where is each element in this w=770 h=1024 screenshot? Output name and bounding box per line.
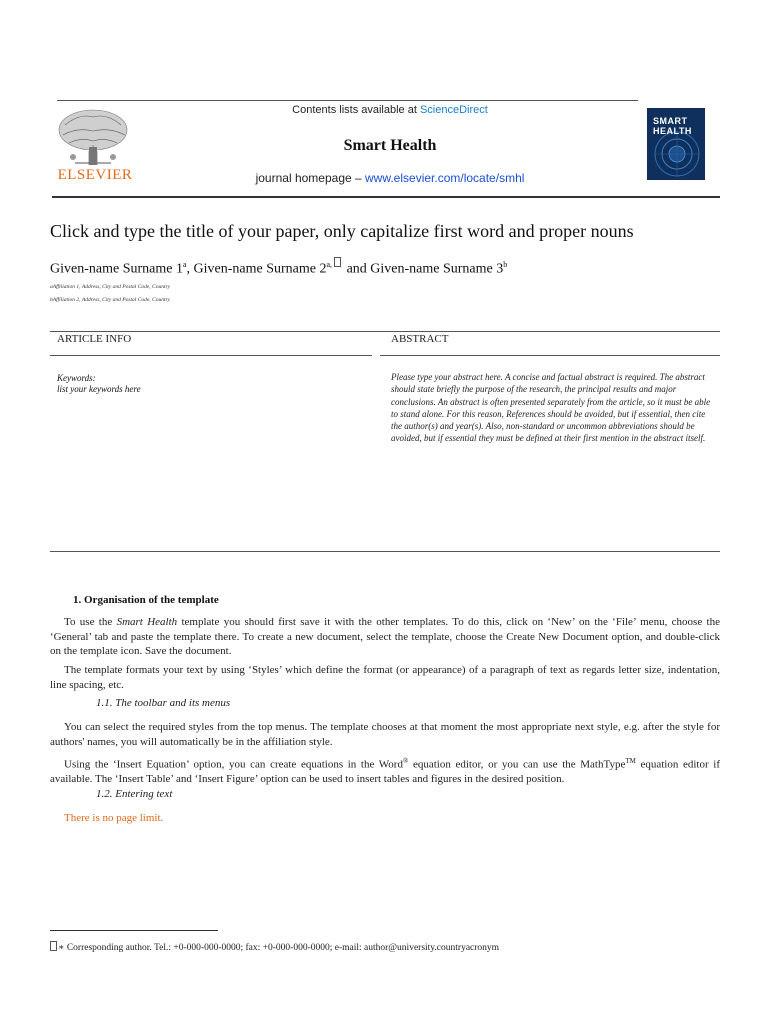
contents-line xyxy=(145,104,635,116)
author-list xyxy=(50,257,740,278)
journal-name-italic: Smart Health xyxy=(116,616,178,628)
paragraph-4-start: Using the ‘Insert Equation’ option, you can create equations in the Word xyxy=(64,758,403,771)
homepage-prefix: journal homepage – xyxy=(255,171,366,185)
header-top-rule xyxy=(57,100,638,101)
author-3[interactable]: and Given-name Surname 3 xyxy=(343,261,504,277)
cover-title-smart: SMART xyxy=(653,116,688,126)
abstract-text[interactable]: Please type your abstract here. A concise and factual abstract is required. The abstract should state briefly the purpose of the research, the principal results and major conclusions. An abstract is often presented separately from the article, so it must be able to stand alone. For this reason, References should be avoided, but if essential, then cite the author(s) and year(s). Also, non-standard or uncommon abbreviations should be avoided, but if essential they must be defined at their first mention in the abstract itself. xyxy=(391,372,711,444)
corresponding-author-icon xyxy=(334,257,341,267)
author-2-affil: a, xyxy=(326,260,335,269)
section-1-heading: 1. Organisation of the template xyxy=(73,594,219,606)
subsection-1-2-heading: 1.2. Entering text xyxy=(96,788,173,800)
corresponding-author-footnote[interactable]: ∗ Corresponding author. Tel.: +0-000-000-0000; fax: +0-000-000-0000; e-mail: author@university.countryacronym xyxy=(58,943,500,953)
info-right-divider xyxy=(380,355,720,356)
cover-title-health: HEALTH xyxy=(653,126,692,136)
paragraph-2[interactable]: The template formats your text by using ‘Styles’ which define the format (or appearance) of a paragraph of text as regards letter size, indentation, line spacing, etc. xyxy=(50,664,720,691)
paragraph-4[interactable] xyxy=(50,754,720,787)
paragraph-1-start: To use the xyxy=(64,616,117,628)
keywords-label: Keywords: xyxy=(57,373,96,383)
paper-title[interactable]: Click and type the title of your paper, only capitalize first word and proper nouns xyxy=(50,221,634,241)
info-top-rule xyxy=(50,331,720,332)
footnote-marker-icon xyxy=(50,941,57,951)
homepage-link[interactable]: www.elsevier.com/locate/smhl xyxy=(365,171,525,185)
author-1[interactable]: Given-name Surname 1 xyxy=(50,261,183,277)
header-bottom-rule xyxy=(52,196,720,198)
paragraph-1-rest: template you should first save it with the other templates. To do this, click on ‘New’ on the ‘File’ menu, choose the ‘General’ tab and paste the template there. To create a new document, select the template, choose the Create New Document option, and double-click on the template icon. Save the document. xyxy=(50,616,720,657)
author-1-affil: a xyxy=(182,260,187,269)
paragraph-3[interactable]: You can select the required styles from the top menus. The template chooses at that moment the most appropriate next style, e.g. after the style for authors' names, you will automatically be in the affiliation style. xyxy=(50,721,720,748)
registered-mark: ® xyxy=(402,757,409,765)
contents-prefix: Contents lists available at xyxy=(292,104,420,116)
info-bottom-rule xyxy=(50,551,720,552)
journal-title: Smart Health xyxy=(343,137,437,154)
subsection-1-1-heading: 1.1. The toolbar and its menus xyxy=(96,697,231,709)
info-left-divider xyxy=(50,355,372,356)
paragraph-5[interactable]: There is no page limit. xyxy=(64,812,164,824)
affiliation-a: aAffiliation 1, Address, City and Postal Code, Country xyxy=(50,284,171,290)
keywords-text[interactable]: list your keywords here xyxy=(57,384,141,394)
sciencedirect-link[interactable]: ScienceDirect xyxy=(419,104,488,116)
paragraph-4-end: equation editor if available. The ‘Insert Table’ and ‘Insert Figure’ option can be used to insert tables and figures in the desired position. xyxy=(50,758,720,786)
affiliation-b: bAffiliation 2, Address, City and Postal Code, Country xyxy=(50,297,171,303)
journal-cover xyxy=(647,108,705,180)
journal-homepage xyxy=(145,171,635,185)
footnote-rule xyxy=(50,930,218,931)
trademark-mark: TM xyxy=(625,757,636,765)
author-2[interactable]: , Given-name Surname 2 xyxy=(186,261,327,277)
article-info-heading: ARTICLE INFO xyxy=(57,333,132,345)
paragraph-4-mid: equation editor, or you can use the MathType xyxy=(408,758,626,771)
paragraph-1[interactable] xyxy=(50,615,720,659)
publisher-name: ELSEVIER xyxy=(57,167,133,183)
abstract-heading: ABSTRACT xyxy=(391,333,449,345)
footnote xyxy=(50,941,700,953)
author-3-affil: b xyxy=(503,260,508,269)
